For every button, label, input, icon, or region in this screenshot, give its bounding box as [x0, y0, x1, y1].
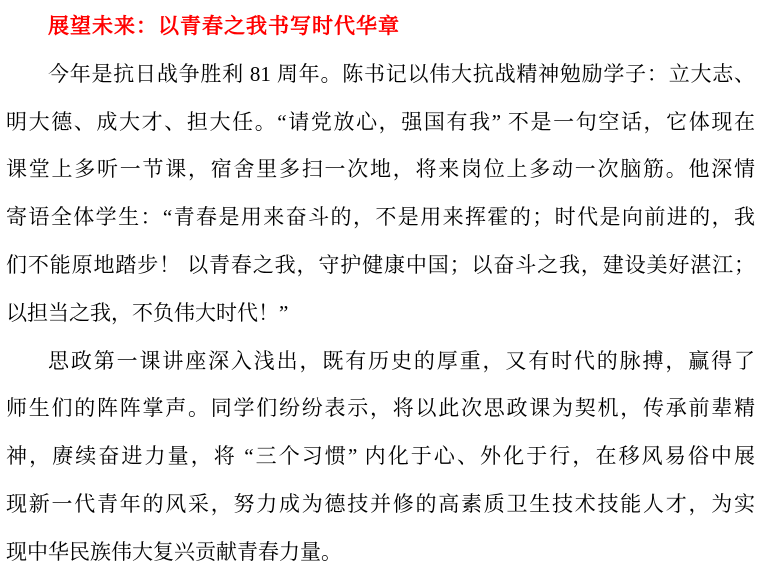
paragraph-2-line-2: 师生们的阵阵掌声。同学们纷纷表示，将以此次思政课为契机，传承前辈精 — [6, 396, 755, 421]
paragraph-1-line-2: 明大德、成大才、担大任。“请党放心，强国有我” 不是一句空话，它体现在 — [6, 109, 755, 134]
paragraph-2-line-1: 思政第一课讲座深入浅出，既有历史的厚重，又有时代的脉搏，赢得了 — [48, 348, 755, 373]
paragraph-1-line-4: 寄语全体学生：“青春是用来奋斗的，不是用来挥霍的；时代是向前进的，我 — [6, 205, 755, 230]
paragraph-1-line-1: 今年是抗日战争胜利 81 周年。陈书记以伟大抗战精神勉励学子：立大志、 — [48, 61, 755, 86]
paragraph-2-line-3: 神，赓续奋进力量，将 “三个习惯” 内化于心、外化于行，在移风易俗中展 — [6, 444, 755, 469]
paragraph-1-line-5: 们不能原地踏步！ 以青春之我，守护健康中国；以奋斗之我，建设美好湛江； — [6, 252, 755, 277]
paragraph-1-line-6: 以担当之我，不负伟大时代！” — [6, 300, 289, 325]
paragraph-2-line-4: 现新一代青年的风采，努力成为德技并修的高素质卫生技术技能人才，为实 — [6, 491, 755, 516]
document-paragraphs — [6, 51, 755, 577]
document-title: 展望未来：以青春之我书写时代华章 — [48, 14, 400, 38]
paragraph-2-line-5: 现中华民族伟大复兴贡献青春力量。 — [6, 539, 342, 564]
paragraph-1-line-3: 课堂上多听一节课，宿舍里多扫一次地，将来岗位上多动一次脑筋。他深情 — [6, 157, 755, 182]
